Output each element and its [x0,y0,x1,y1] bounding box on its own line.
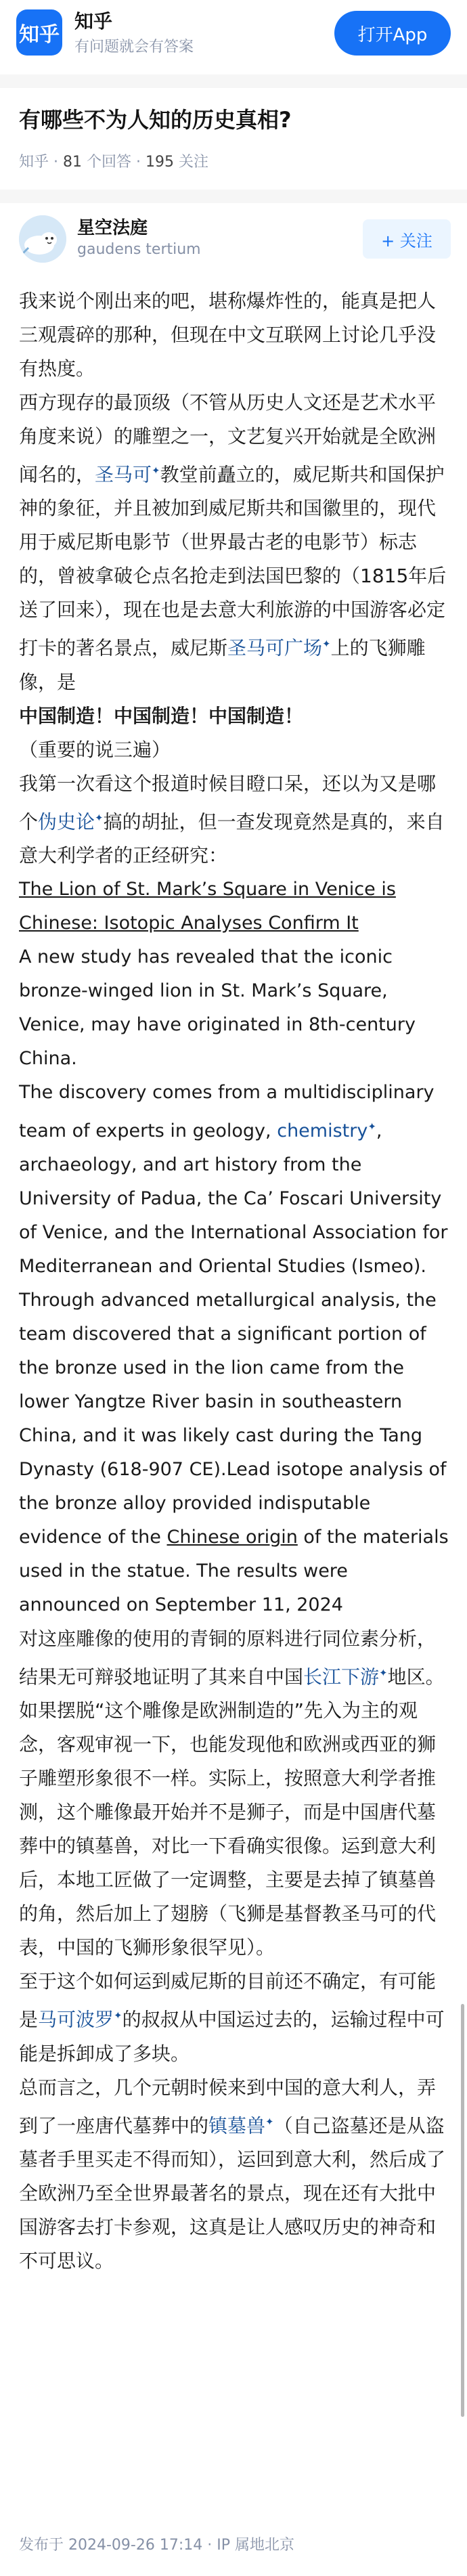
search-star-icon: ✦ [322,638,331,651]
follower-count: 195 [146,154,175,171]
follow-button[interactable]: + 关注 [363,219,451,259]
search-star-icon: ✦ [95,811,104,824]
link-pseudo-history[interactable]: 伪史论 [38,810,95,833]
author-name[interactable]: 星空法庭 [77,218,148,238]
chinese-origin-text: Chinese origin [166,1526,298,1548]
answer-count-label: 个回答 [87,154,132,171]
answer-paragraph: 我来说个刚出来的吧，堪称爆炸性的，能真是把人三观震碎的那种，但现在中文互联网上讨论几乎没有热度。 [19,290,437,380]
question-meta: 知乎 · 81 个回答 · 195 关注 [19,154,209,171]
section-divider [0,74,467,88]
link-chemistry[interactable]: chemistry [277,1120,368,1141]
search-star-icon: ✦ [114,2009,123,2022]
app-name: 知乎 [74,10,113,32]
avatar[interactable] [19,215,66,263]
answer-paragraph: （重要的说三遍） [19,738,171,761]
publish-info: 发布于 2024-09-26 17:14 · IP 属地北京 [19,2537,294,2554]
answer-paragraph: 对这座雕像的使用的青铜的原料进行同位素分析，结果无可辩驳地证明了其来自中国长江下游✦地区。 [19,1627,445,1688]
search-star-icon: ✦ [265,2115,274,2128]
follower-count-label: 关注 [179,154,209,171]
english-paragraph: A new study has revealed that the iconic bronze-winged lion in St. Mark’s Square, Venice, may have originated in 8th-century China. [19,946,416,1069]
answer-count: 81 [63,154,83,171]
answer-paragraph: 至于这个如何运到威尼斯的目前还不确定，有可能是马可波罗✦的叔叔从中国运过去的，运输过程中可能是拆卸成了多块。 [19,1970,445,2065]
scrollbar-thumb[interactable] [461,2004,464,2417]
link-saint-mark[interactable]: 圣马可 [95,463,152,486]
app-tagline: 有问题就会有答案 [74,39,194,56]
english-paragraph: The discovery comes from a multidisciplinary team of experts in geology, chemistry✦, archaeology, and art history from the University of Padua, the Ca’ Foscari University of Venice, and the International Association for Mediterranean and Oriental Studies (Ismeo). Through advanced metallurgical analysis, the team discovered that a significant portion of the bronze used in the lion came from the lower Yangtze River basin in southeastern China, and it was likely cast during the Tang Dynasty (618-907 CE).Lead isotope analysis of the bronze alloy provided indisputable evidence of the Chinese origin of the materials used in the statue. The results were announced on September 11, 2024 [19,1081,449,1615]
link-marco-polo[interactable]: 马可波罗 [38,2008,114,2031]
open-app-button[interactable]: 打开App [334,11,451,56]
answer-paragraph: 总而言之，几个元朝时候来到中国的意大利人，弄到了一座唐代墓葬中的镇墓兽✦（自己盗墓还是从盗墓者手里买走不得而知），运回到意大利，然后成了全欧洲乃至全世界最著名的景点，现在还有大批中国游客去打卡参观，这真是让人感叹历史的神奇和不可思议。 [19,2076,446,2272]
question-header [0,88,467,190]
answer-emphasis: 中国制造！中国制造！中国制造！ [19,704,304,727]
answer-content [19,284,452,2278]
app-banner [0,0,467,74]
question-title[interactable]: 有哪些不为人知的历史真相? [19,107,292,133]
paper-title-link[interactable]: The Lion of St. Mark’s Square in Venice is Chinese: Isotopic Analyses Confirm It [19,878,396,934]
answer-paragraph: 西方现存的最顶级（不管从历史人文还是艺术水平角度来说）的雕塑之一，文艺复兴开始就是全欧洲闻名的，圣马可✦教堂前矗立的，威尼斯共和国保护神的象征，并且被加到威尼斯共和国徽里的，现代用于威尼斯电影节（世界最古老的电影节）标志的，曾被拿破仑点名抢走到法国巴黎的（1815年后送了回来），现在也是去意大利旅游的中国游客必定打卡的著名景点，威尼斯圣马可广场✦上的飞狮雕像，是 [19,391,447,693]
search-star-icon: ✦ [379,1666,388,1679]
answer-paragraph: 如果摆脱“这个雕像是欧洲制造的”先入为主的观念，客观审视一下，也能发现他和欧洲或西亚的狮子雕塑形象很不一样。实际上，按照意大利学者推测，这个雕像最开始并不是狮子，而是中国唐代墓葬中的镇墓兽，对比一下看确实很像。运到意大利后，本地工匠做了一定调整，主要是去掉了镇墓兽的角，然后加上了翅膀（飞狮是基督教圣马可的代表，中国的飞狮形象很罕见）。 [19,1699,437,1959]
avatar-image-icon [19,215,66,263]
section-divider [0,190,467,203]
author-description: gaudens tertium [77,241,201,258]
zhihu-logo-icon[interactable]: 知乎 [16,9,62,56]
search-star-icon: ✦ [368,1120,376,1133]
search-star-icon: ✦ [152,464,160,477]
author-bar [0,203,467,278]
answer-paragraph: 我第一次看这个报道时候目瞪口呆，还以为又是哪个伪史论✦搞的胡扯，但一查发现竟然是真的，来自意大利学者的正经研究： [19,772,445,867]
link-saint-mark-square[interactable]: 圣马可广场 [227,636,323,659]
link-lower-yangtze[interactable]: 长江下游 [303,1665,380,1688]
link-tomb-guardian[interactable]: 镇墓兽 [208,2114,266,2137]
question-site: 知乎 [19,154,49,171]
